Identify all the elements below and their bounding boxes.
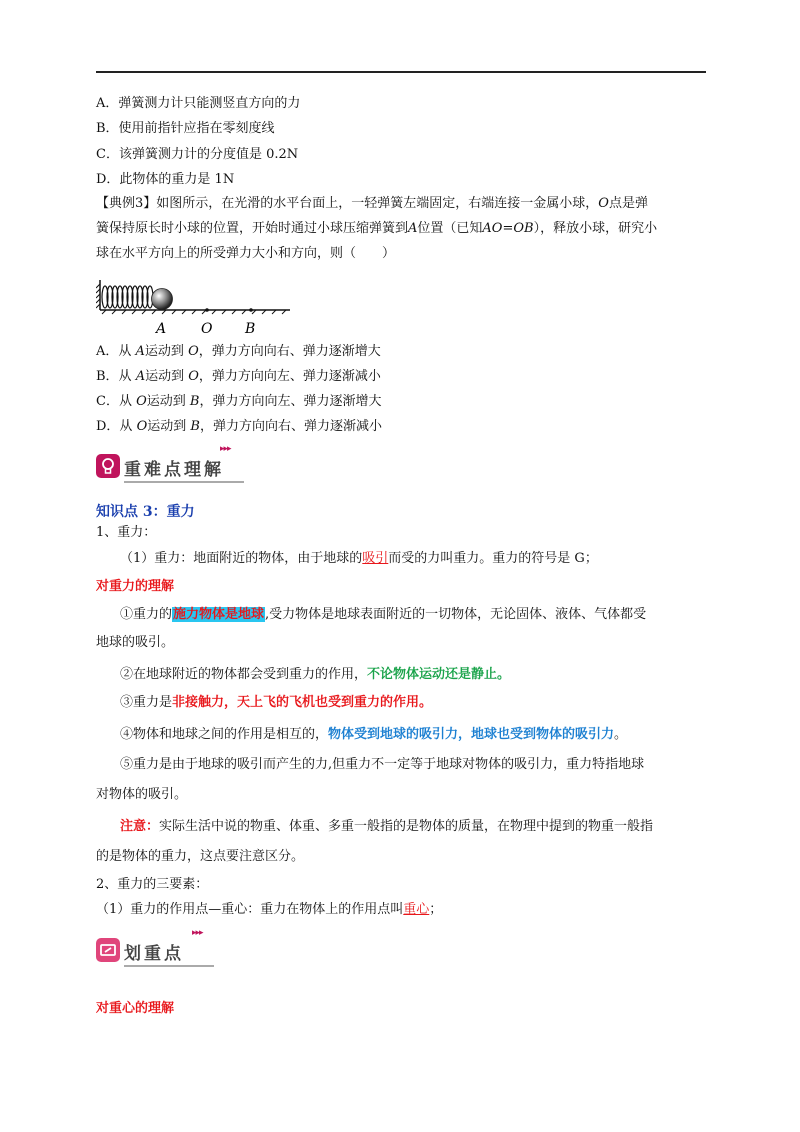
point-1-line2: 地球的吸引。: [96, 635, 175, 650]
label-a: A: [156, 321, 167, 337]
note-line2: 的是物体的重力，这点要注意区分。: [96, 849, 305, 864]
option-b: B．使用前指针应指在零刻度线: [96, 121, 275, 136]
ex3-option-a: A．从 A运动到 O，弹力方向向右、弹力逐渐增大: [96, 344, 381, 359]
example3-line2: 簧保持原长时小球的位置，开始时通过小球压缩弹簧到A位置（已知AO=OB），释放小球，研究小: [96, 221, 658, 236]
banner-underline-2: [124, 965, 214, 967]
note-line1: 注意：实际生活中说的物重、体重、多重一般指的是物体的质量，在物理中提到的物重一般指: [120, 819, 654, 834]
keyword-attraction: 吸引: [362, 551, 389, 566]
lightbulb-icon: [96, 454, 120, 478]
point-3: ③重力是非接触力，天上飞的飞机也受到重力的作用。: [120, 695, 433, 710]
banner-highlights: [96, 928, 226, 970]
kp3-section2: 2、重力的三要素：: [96, 877, 209, 892]
banner-arrows-2: ▸▸▸: [192, 928, 203, 938]
banner-key-points: [96, 444, 256, 486]
kp3-definition: （1）重力：地面附近的物体，由于地球的吸引而受的力叫重力。重力的符号是 G；: [120, 551, 598, 566]
point-5-line2: 对物体的吸引。: [96, 787, 188, 802]
banner-title-2: 划重点: [124, 944, 184, 964]
spring-ball-figure: [96, 276, 296, 338]
header-rule: [96, 71, 706, 73]
kp3-section1: 1、重力：: [96, 525, 157, 540]
spring: [102, 286, 153, 308]
label-o: O: [201, 321, 213, 337]
ex3-option-c: C．从 O运动到 B，弹力方向向左、弹力逐渐增大: [96, 394, 382, 409]
option-a: A．弹簧测力计只能测竖直方向的力: [96, 96, 301, 111]
ex3-option-b: B．从 A运动到 O，弹力方向向左、弹力逐渐减小: [96, 369, 381, 384]
option-d: D．此物体的重力是 1N: [96, 172, 235, 187]
label-b: B: [245, 321, 256, 337]
highlight-source: 施力物体是地球: [173, 607, 265, 622]
point-2: ②在地球附近的物体都会受到重力的作用，不论物体运动还是静止。: [120, 667, 511, 682]
banner-title: 重难点理解: [124, 460, 224, 480]
banner-arrows: ▸▸▸: [220, 444, 231, 454]
example3-label: 【典例3】: [96, 196, 157, 211]
center-of-gravity-def: （1）重力的作用点—重心：重力在物体上的作用点叫重心；: [96, 902, 443, 917]
center-of-gravity-understanding-title: 对重心的理解: [96, 1001, 175, 1016]
point-5-line1: ⑤重力是由于地球的吸引而产生的力,但重力不一定等于地球对物体的吸引力，重力特指地球: [120, 757, 645, 772]
ex3-option-d: D．从 O运动到 B，弹力方向向右、弹力逐渐减小: [96, 419, 382, 434]
gravity-understanding-title: 对重力的理解: [96, 579, 175, 594]
highlight-icon: [96, 938, 120, 962]
keyword-center-of-gravity: 重心: [403, 902, 430, 917]
point-4: ④物体和地球之间的作用是相互的，物体受到地球的吸引力，地球也受到物体的吸引力。: [120, 727, 628, 742]
metal-ball: [152, 289, 173, 310]
point-b-dot: [249, 308, 253, 312]
point-1-line1: ①重力的施力物体是地球,受力物体是地球表面附近的一切物体，无论固体、液体、气体都受: [120, 607, 647, 622]
example3-line3: 球在水平方向上的所受弹力大小和方向，则（ ）: [96, 246, 396, 261]
note-label: 注意：: [120, 819, 160, 834]
kp3-title: 知识点 3：重力: [96, 504, 195, 520]
option-c: C．该弹簧测力计的分度值是 0.2N: [96, 147, 299, 162]
banner-underline: [124, 481, 244, 483]
point-o-dot: [205, 308, 209, 312]
example3-line1: 【典例3】如图所示，在光滑的水平台面上，一轻弹簧左端固定，右端连接一金属小球，O点是弹: [96, 196, 648, 211]
